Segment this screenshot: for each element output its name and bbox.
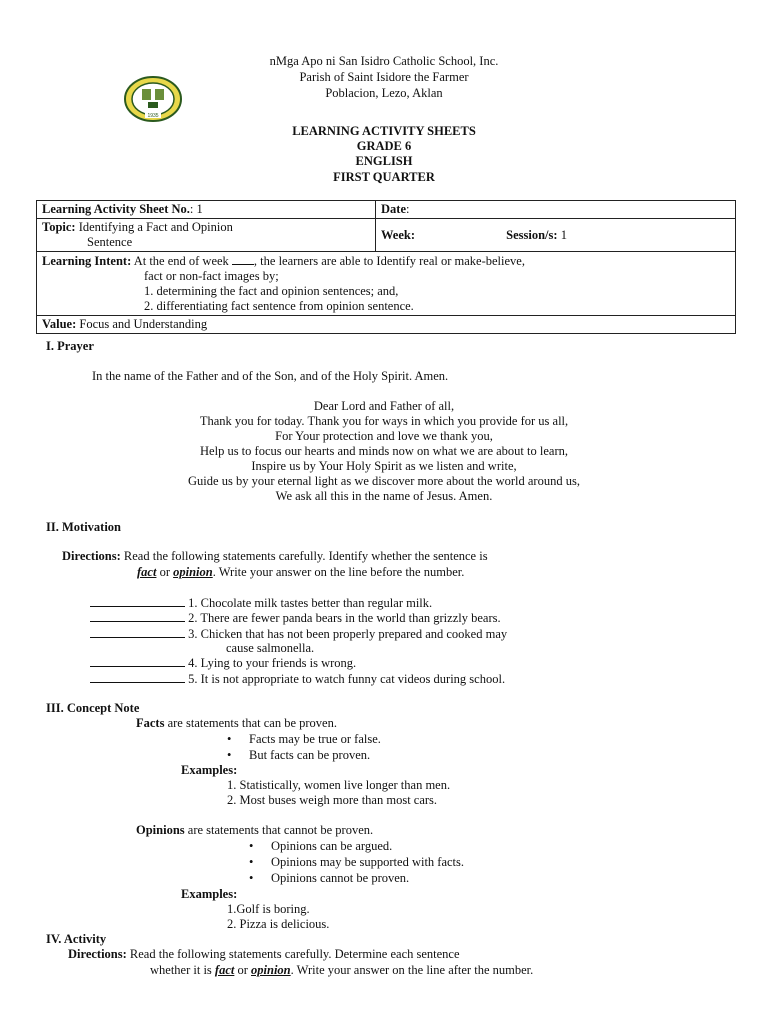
date-cell — [376, 201, 736, 219]
bullet-text: Opinions cannot be proven. — [271, 871, 410, 885]
prayer-line: Inspire us by Your Holy Spirit as we listen and write, — [251, 459, 517, 473]
activity-directions-line-2 — [150, 963, 533, 978]
school-seal-logo — [124, 76, 182, 122]
motivation-heading: II. Motivation — [46, 520, 121, 534]
intent-text-b: , the learners are able to Identify real or make-believe, — [253, 254, 525, 268]
fact-word: fact — [214, 963, 235, 977]
sheet-no-cell — [37, 201, 376, 219]
list-item — [227, 748, 381, 764]
prayer-line: Dear Lord and Father of all, — [313, 399, 455, 413]
directions-text: Read the following statements carefully. Determine each sentence — [129, 947, 460, 961]
week-label: Week: — [381, 227, 416, 242]
intent-text-a: At the end of week — [133, 254, 229, 268]
statement-text: 1. Chocolate milk tastes better than regular milk. — [188, 596, 433, 610]
answer-line[interactable] — [90, 655, 185, 667]
activity-heading: IV. Activity — [46, 932, 107, 946]
list-item — [90, 626, 507, 642]
list-item — [227, 732, 381, 748]
opinions-definition — [136, 823, 373, 838]
opinions-word: Opinions — [136, 823, 185, 837]
or-word: or — [159, 565, 170, 579]
list-item — [249, 839, 464, 855]
fact-word: fact — [137, 565, 157, 579]
table-row — [37, 316, 736, 334]
statement-text: 3. Chicken that has not been properly prepared and cooked may — [188, 627, 508, 641]
facts-example: 1. Statistically, women live longer than men. — [227, 778, 451, 792]
opinions-examples-label: Examples: — [181, 887, 238, 901]
prayer-line: Thank you for today. Thank you for ways in which you provide for us all, — [199, 414, 569, 428]
statement-continuation: cause salmonella. — [226, 641, 315, 655]
week-blank-line — [232, 253, 254, 265]
table-row — [37, 219, 736, 252]
statement-text: 4. Lying to your friends is wrong. — [188, 656, 357, 670]
list-item — [90, 595, 432, 611]
prayer-sign-of-cross: In the name of the Father and of the Son, and of the Holy Spirit. Amen. — [92, 369, 449, 383]
opinions-bullet-list — [249, 839, 464, 887]
value-label: Value: — [42, 317, 77, 331]
date-label: Date — [381, 202, 406, 216]
topic-cell — [37, 219, 376, 252]
facts-def-text: are statements that can be proven. — [164, 716, 337, 730]
or-word: or — [237, 963, 248, 977]
session-value: 1 — [560, 227, 567, 242]
parish-name: Parish of Saint Isidore the Farmer — [299, 70, 469, 84]
title-line-1: LEARNING ACTIVITY SHEETS — [292, 124, 476, 138]
facts-word: Facts — [136, 716, 165, 730]
school-address: Poblacion, Lezo, Aklan — [325, 86, 443, 100]
answer-line[interactable] — [90, 626, 185, 638]
intent-cell — [37, 252, 736, 316]
statement-text: 5. It is not appropriate to watch funny cat videos during school. — [188, 672, 506, 686]
directions-tail: . Write your answer on the line after the number. — [290, 963, 534, 977]
facts-examples-label: Examples: — [181, 763, 238, 777]
opinion-word: opinion — [251, 963, 291, 977]
opinions-def-text: are statements that cannot be proven. — [184, 823, 374, 837]
date-value: : — [406, 202, 410, 216]
intent-line-2: fact or non-fact images by; — [144, 269, 279, 283]
activity-directions — [68, 947, 460, 962]
table-row — [37, 252, 736, 316]
motivation-directions-line-2 — [137, 565, 464, 580]
directions-label: Directions: — [68, 947, 127, 961]
topic-line-1: Identifying a Fact and Opinion — [78, 220, 233, 234]
opinions-example: 1.Golf is boring. — [227, 902, 310, 916]
opinion-word: opinion — [173, 565, 213, 579]
answer-line[interactable] — [90, 610, 185, 622]
answer-line[interactable] — [90, 671, 185, 683]
seal-year: 1935 — [147, 113, 159, 119]
title-line-4: FIRST QUARTER — [333, 170, 435, 184]
intent-line-4: 2. differentiating fact sentence from opinion sentence. — [144, 299, 414, 313]
session-label: Session/s: — [506, 227, 558, 242]
value-text: Focus and Understanding — [79, 317, 208, 331]
prayer-line: We ask all this in the name of Jesus. Amen. — [275, 489, 493, 503]
title-line-2: GRADE 6 — [356, 139, 412, 153]
list-item — [90, 671, 505, 687]
prayer-line: For Your protection and love we thank you, — [275, 429, 493, 443]
intent-label: Learning Intent: — [42, 254, 132, 268]
facts-definition — [136, 716, 337, 731]
directions-tail: . Write your answer on the line before the number. — [212, 565, 465, 579]
list-item — [249, 871, 464, 887]
topic-label: Topic: — [42, 220, 76, 234]
sheet-no-label: Learning Activity Sheet No. — [42, 202, 190, 216]
line2-start: whether it is — [150, 963, 212, 977]
week-cell — [376, 219, 736, 252]
motivation-directions — [62, 549, 488, 564]
opinions-example: 2. Pizza is delicious. — [227, 917, 330, 931]
info-table — [36, 200, 736, 334]
bullet-text: Opinions may be supported with facts. — [271, 855, 465, 869]
prayer-line: Help us to focus our hearts and minds now on what we are about to learn, — [200, 444, 568, 458]
topic-line-2: Sentence — [87, 235, 133, 249]
intent-line-3: 1. determining the fact and opinion sentences; and, — [144, 284, 399, 298]
title-line-3: ENGLISH — [355, 154, 413, 168]
bullet-text: But facts can be proven. — [249, 748, 371, 762]
list-item — [249, 855, 464, 871]
prayer-heading: I. Prayer — [46, 339, 94, 353]
prayer-line: Guide us by your eternal light as we discover more about the world around us, — [188, 474, 580, 488]
concept-heading: III. Concept Note — [46, 701, 140, 715]
list-item — [90, 610, 501, 626]
school-name: nMga Apo ni San Isidro Catholic School, Inc. — [269, 54, 499, 68]
table-row — [37, 201, 736, 219]
facts-bullet-list — [227, 732, 381, 764]
bullet-text: Facts may be true or false. — [249, 732, 381, 746]
answer-line[interactable] — [90, 595, 185, 607]
value-cell — [37, 316, 736, 334]
facts-example: 2. Most buses weigh more than most cars. — [227, 793, 438, 807]
directions-label: Directions: — [62, 549, 121, 563]
directions-text: Read the following statements carefully. Identify whether the sentence is — [123, 549, 488, 563]
bullet-text: Opinions can be argued. — [271, 839, 393, 853]
statement-text: 2. There are fewer panda bears in the world than grizzly bears. — [188, 611, 501, 625]
sheet-no-value: : 1 — [189, 202, 203, 216]
list-item — [90, 655, 356, 671]
